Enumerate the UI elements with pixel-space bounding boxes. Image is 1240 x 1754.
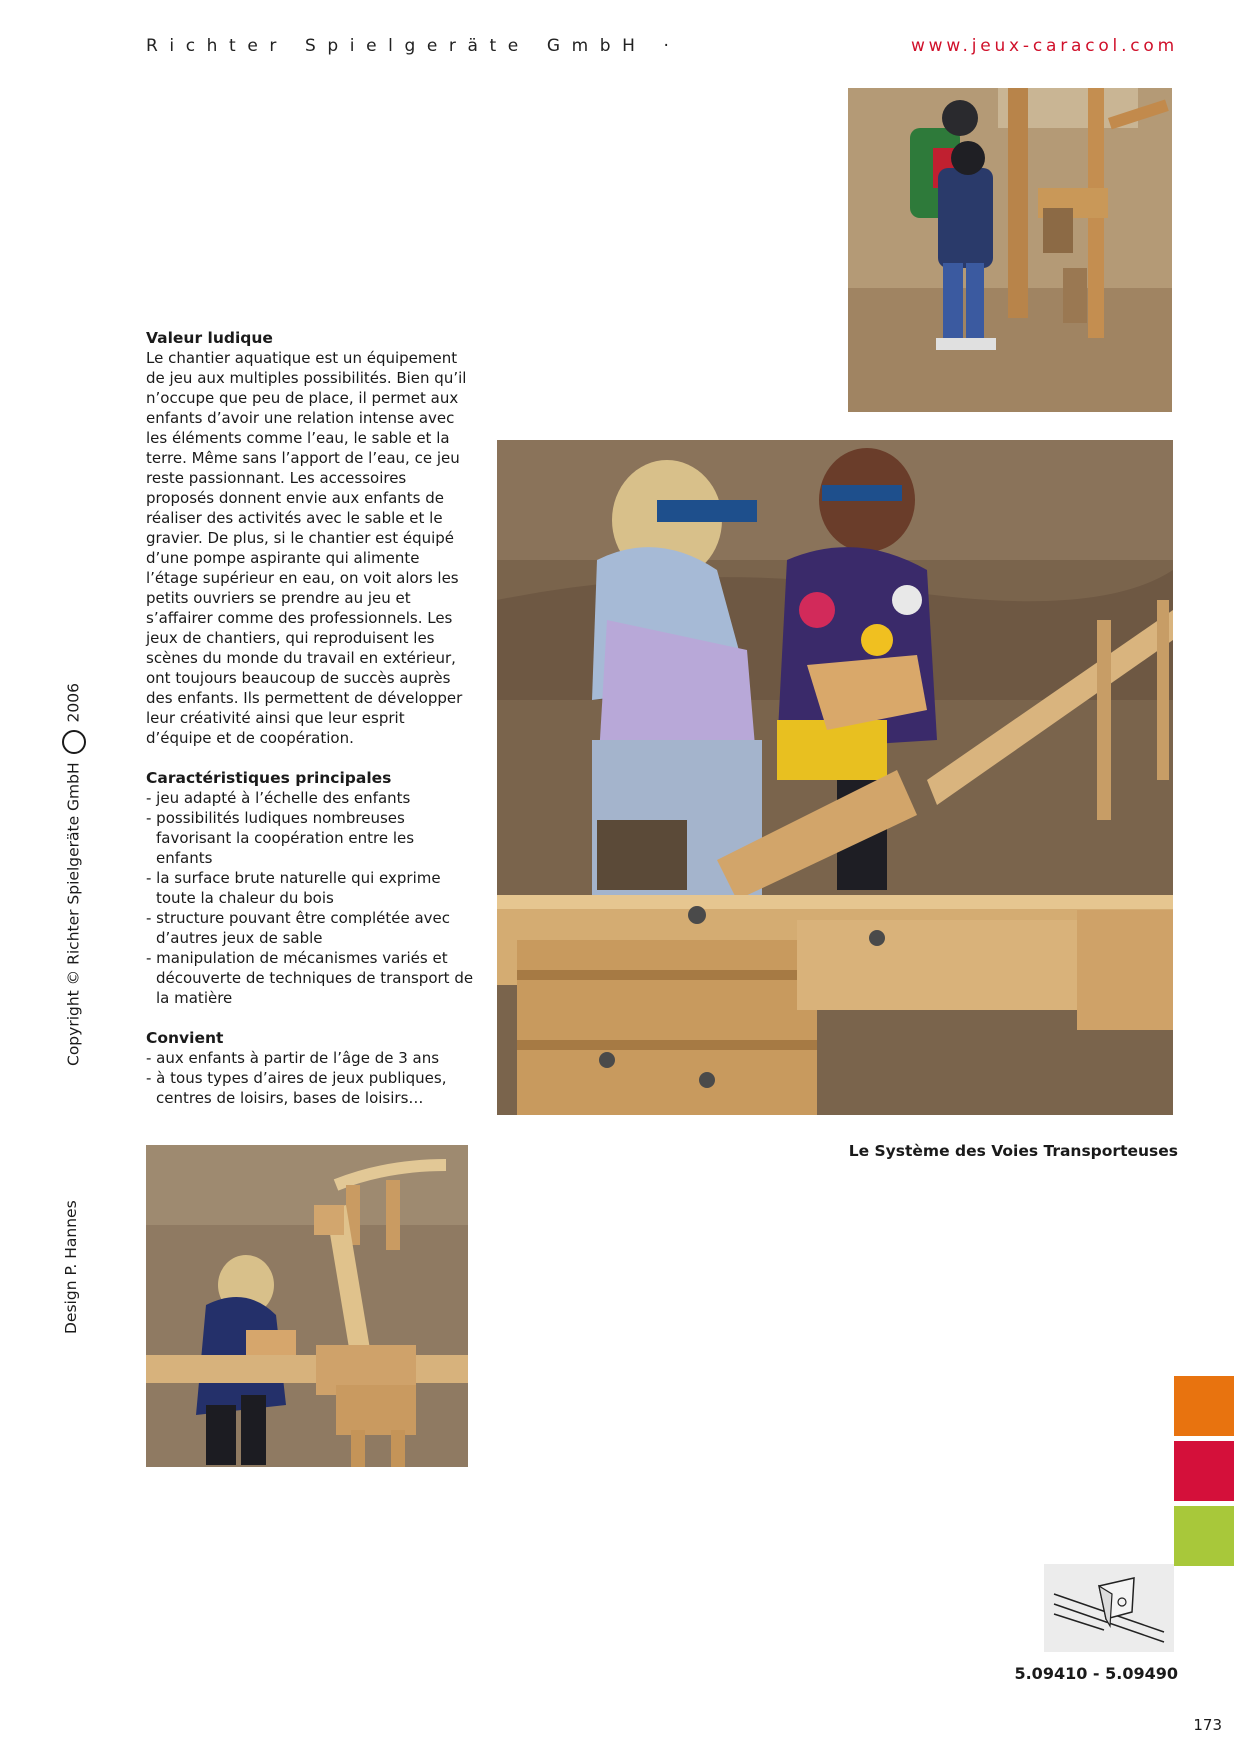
photo-child-trough (146, 1145, 468, 1467)
list-item: - à tous types d’aires de jeux publiques, centres de loisirs, bases de loisirs… (146, 1069, 447, 1107)
suitable-heading: Convient (146, 1029, 224, 1047)
product-codes: 5.09410 - 5.09490 (1014, 1664, 1178, 1683)
color-tab-orange[interactable] (1174, 1376, 1234, 1436)
list-item: - aux enfants à partir de l’âge de 3 ans (146, 1049, 440, 1067)
features-section (146, 768, 474, 1008)
header-url[interactable]: www.jeux-caracol.com (910, 36, 1178, 56)
list-item: - la surface brute naturelle qui exprime toute la chaleur du bois (146, 869, 441, 907)
header-company: Richter Spielgeräte GmbH · (146, 36, 681, 56)
color-tab-red[interactable] (1174, 1441, 1234, 1501)
copyright-logo-icon (62, 730, 86, 754)
copyright-notice (62, 683, 86, 1066)
list-item: - jeu adapté à l’échelle des enfants (146, 789, 411, 807)
color-tab-green[interactable] (1174, 1506, 1234, 1566)
features-heading: Caractéristiques principales (146, 769, 392, 787)
list-item: - possibilités ludiques nombreuses favorisant la coopération entre les enfants (146, 809, 415, 867)
photo-caption: Le Système des Voies Transporteuses (848, 1142, 1178, 1160)
features-list (146, 788, 474, 1008)
list-item: - manipulation de mécanismes variés et découverte de techniques de transport de la matière (146, 949, 474, 1007)
suitable-list (146, 1048, 474, 1108)
suitable-section (146, 1028, 474, 1108)
play-value-section (146, 328, 474, 748)
product-drawing-icon (1044, 1564, 1174, 1652)
photo-children-pump (848, 88, 1172, 412)
list-item: - structure pouvant être complétée avec d’autres jeux de sable (146, 909, 450, 947)
description-column (146, 328, 474, 1128)
copyright-year: 2006 (64, 683, 83, 723)
page-number: 173 (1193, 1716, 1222, 1734)
play-value-text: Le chantier aquatique est un équipement de jeu aux multiples possibilités. Bien qu’il n’occupe que peu de place, il permet aux enfants d’avoir une relation intense avec les éléments comme l’eau, le sable et la terre. Même sans l’apport de l’eau, ce jeu reste passionnant. Les accessoires proposés donnent envie aux enfants de réaliser des activités avec le sable et le gravier. De plus, si le chantier est équipé d’une pompe aspirante qui alimente l’étage supérieur en eau, on voit alors les petits ouvriers se prendre au jeu et s’affairer comme des professionnels. Les jeux de chantiers, qui reproduisent les scènes du monde du travail en extérieur, ont toujours beaucoup de succès auprès des enfants. Ils permettent de développer leur créativité ainsi que leur esprit d’équipe et de coopération. (146, 349, 467, 747)
photo-children-chute (497, 440, 1173, 1115)
copyright-text: Copyright © Richter Spielgeräte GmbH (64, 762, 83, 1066)
play-value-heading: Valeur ludique (146, 329, 273, 347)
design-credit: Design P. Hannes (62, 1200, 80, 1334)
